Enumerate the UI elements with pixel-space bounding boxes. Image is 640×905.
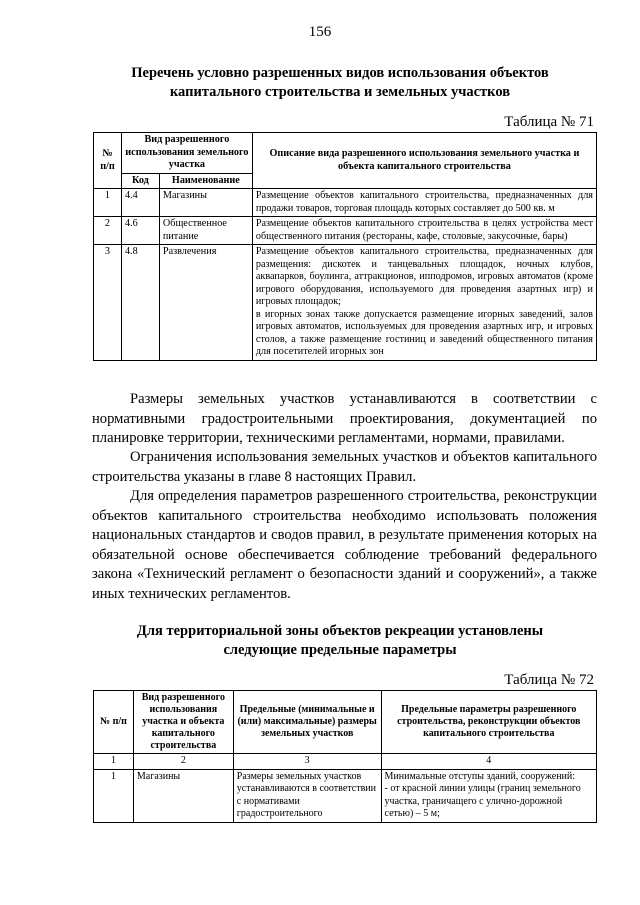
header-num: № п/п [94, 133, 122, 189]
row-desc [252, 245, 596, 361]
table-72-caption: Таблица № 72 [504, 672, 594, 688]
paragraph-sizes: Размеры земельных участков устанавливаются в соответствии с нормативными градостроительными проектирования, документацией по планировке территории, техническими регламентами, нормами, правилами. [92, 391, 597, 446]
table-row [94, 245, 597, 361]
index-row [94, 754, 597, 770]
heading-line: Перечень условно разрешенных видов использования объектов [131, 65, 549, 81]
index-cell: 1 [94, 754, 134, 770]
row-name: Общественное питание [159, 217, 252, 245]
header-kind: Вид разрешенного использования земельного участка [121, 133, 252, 174]
row-desc: Размещение объектов капитального строительства в целях устройства мест общественного питания (рестораны, кафе, столовые, закусочные, бары) [252, 217, 596, 245]
header-params: Предельные параметры разрешенного строительства, реконструкции объектов капитального строительства [381, 691, 596, 754]
row-num: 2 [94, 217, 122, 245]
table-72 [93, 690, 597, 823]
row-code: 4.4 [121, 189, 159, 217]
params-line: Минимальные отступы зданий, сооружений: [384, 770, 576, 782]
header-code: Код [121, 173, 159, 189]
row-num: 1 [94, 769, 134, 822]
index-cell: 2 [133, 754, 233, 770]
paragraph-restrictions: Ограничения использования земельных участков и объектов капитального строительства указаны в главе 8 настоящих Правил. [92, 449, 597, 485]
section-heading-2 [90, 622, 590, 660]
row-num: 1 [94, 189, 122, 217]
row-desc: Размещение объектов капитального строительства, предназначенных для продажи товаров, торговая площадь которых составляет до 500 кв. м [252, 189, 596, 217]
row-name: Магазины [159, 189, 252, 217]
header-kind: Вид разрешенного использования участка и объекта капитального строительства [133, 691, 233, 754]
section-heading-1 [90, 64, 590, 102]
page-number: 156 [308, 24, 332, 40]
row-code: 4.6 [121, 217, 159, 245]
row-size: Размеры земельных участков устанавливаются в соответствии с нормативами градостроительного [233, 769, 381, 822]
desc-paragraph: Размещение объектов капитального строительства, предназначенных для размещения: дискотек и танцевальных площадок, ночных клубов, аквапарков, боулинга, аттракционов, ипподромов, игровых автоматов (кроме игрового оборудования, используемого для проведения азартных игр) и игровых площадок; [255, 246, 593, 307]
heading-line: Для территориальной зоны объектов рекреации установлены [136, 623, 544, 639]
header-desc: Описание вида разрешенного использования земельного участка и объекта капитального строительства [252, 133, 596, 189]
index-cell: 3 [233, 754, 381, 770]
header-name: Наименование [159, 173, 252, 189]
table-row [94, 189, 597, 217]
table-row [94, 769, 597, 822]
row-num: 3 [94, 245, 122, 361]
header-num: № п/п [94, 691, 134, 754]
table-71 [93, 132, 597, 361]
index-cell: 4 [381, 754, 596, 770]
row-params [381, 769, 596, 822]
row-code: 4.8 [121, 245, 159, 361]
params-line: - от красной линии улицы (границ земельного участка, граничащего с улично-дорожной сетью) – 5 м; [384, 783, 581, 819]
table-71-caption: Таблица № 71 [504, 114, 594, 130]
heading-line: следующие предельные параметры [223, 642, 457, 658]
header-size: Предельные (минимальные и (или) максимальные) размеры земельных участков [233, 691, 381, 754]
heading-line: капитального строительства и земельных участков [169, 84, 511, 100]
row-kind: Магазины [133, 769, 233, 822]
table-row [94, 217, 597, 245]
paragraph-standards: Для определения параметров разрешенного строительства, реконструкции объектов капитального строительства необходимо использовать положения национальных стандартов и сводов правил, в результате применения которых на обязательной основе обеспечивается соблюдение требований федерального закона «Технический регламент о безопасности зданий и сооружений», а также иных технических регламентов. [92, 488, 597, 602]
desc-paragraph: в игорных зонах также допускается размещение игорных заведений, залов игровых автоматов, используемых для проведения азартных игр, и игровых столов, а также размещение гостиниц и заведений общественного питания для посетителей игорных зон [255, 308, 593, 357]
row-name: Развлечения [159, 245, 252, 361]
